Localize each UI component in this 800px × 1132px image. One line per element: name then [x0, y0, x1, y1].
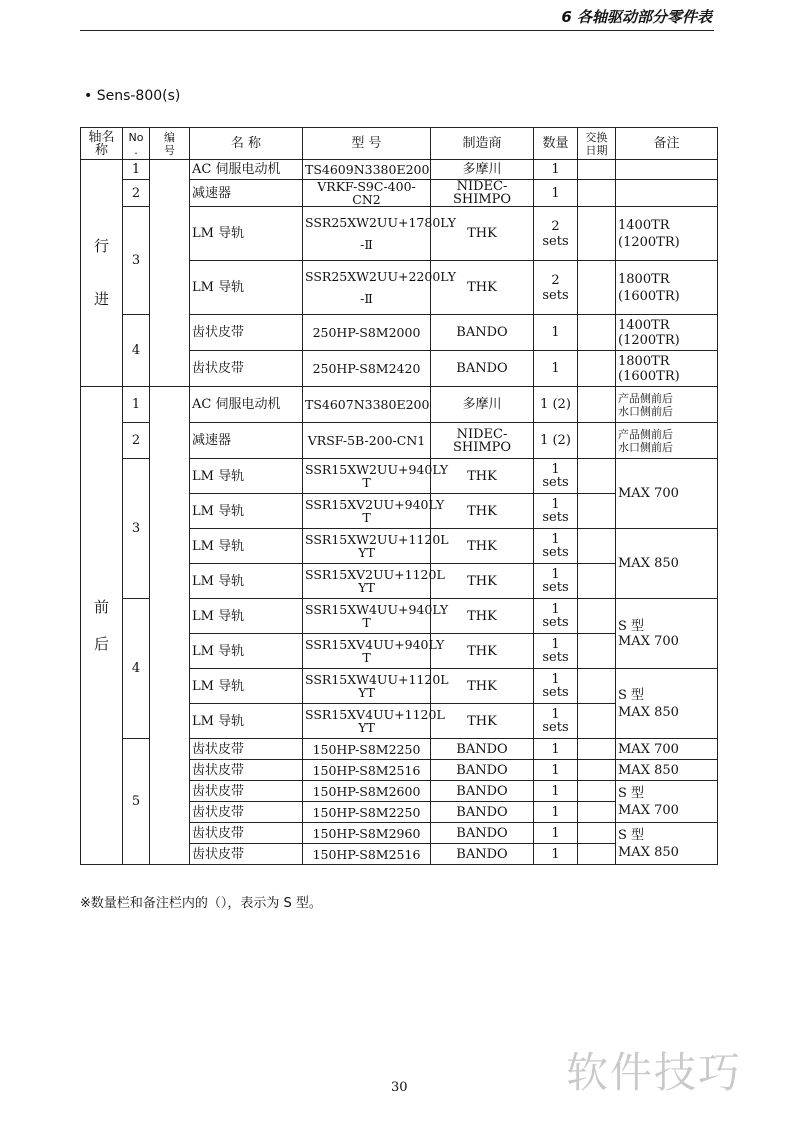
row-exchange [578, 564, 616, 599]
row-name: 齿状皮带 [190, 844, 303, 865]
row-maker: THK [431, 669, 534, 704]
row-maker: THK [431, 634, 534, 669]
row-model: VRKF-S9C-400-CN2 [303, 180, 431, 207]
row-exchange [578, 459, 616, 494]
row-note: 1800TR (1600TR) [616, 351, 718, 387]
row-model: SSR15XV4UU+1120L YT [303, 704, 431, 739]
row-model: SSR15XV2UU+1120L YT [303, 564, 431, 599]
row-qty: 1 sets [534, 564, 578, 599]
row-qty: 1 sets [534, 494, 578, 529]
footnote: ※数量栏和备注栏内的（），表示为 S 型。 [80, 896, 322, 911]
row-name: 齿状皮带 [190, 802, 303, 823]
row-exchange [578, 315, 616, 351]
row-name: LM 导轨 [190, 669, 303, 704]
row-qty: 1 sets [534, 634, 578, 669]
row-model: 150HP-S8M2960 [303, 823, 431, 844]
row-qty: 1 [534, 823, 578, 844]
row-qty: 1 sets [534, 669, 578, 704]
row-exchange [578, 529, 616, 564]
row-note: 1400TR (1200TR) [616, 315, 718, 351]
row-no: 1 [123, 160, 150, 180]
row-no: 3 [123, 459, 150, 599]
row-name: LM 导轨 [190, 494, 303, 529]
row-exchange [578, 387, 616, 423]
row-model: 150HP-S8M2250 [303, 802, 431, 823]
row-model: 150HP-S8M2250 [303, 739, 431, 760]
code-cell [150, 387, 190, 865]
page-number: 30 [391, 1080, 408, 1095]
row-qty: 2 sets [534, 261, 578, 315]
row-model: SSR15XV2UU+940LY T [303, 494, 431, 529]
row-maker: THK [431, 459, 534, 494]
row-exchange [578, 599, 616, 634]
code-cell [150, 160, 190, 387]
row-model: SSR15XW2UU+1120L YT [303, 529, 431, 564]
header-note: 备注 [616, 128, 718, 160]
row-name: AC 伺服电动机 [190, 160, 303, 180]
header-model: 型 号 [303, 128, 431, 160]
row-maker: BANDO [431, 760, 534, 781]
row-exchange [578, 494, 616, 529]
row-model: 250HP-S8M2000 [303, 315, 431, 351]
row-model: 150HP-S8M2600 [303, 781, 431, 802]
row-name: 齿状皮带 [190, 781, 303, 802]
row-model: 150HP-S8M2516 [303, 844, 431, 865]
row-maker: 多摩川 [431, 160, 534, 180]
row-model: VRSF-5B-200-CN1 [303, 423, 431, 459]
row-model: SSR15XW2UU+940LY T [303, 459, 431, 494]
watermark: 软件技巧 [566, 1048, 743, 1097]
row-name: AC 伺服电动机 [190, 387, 303, 423]
row-model: SSR25XW2UU+1780LY -Ⅱ [303, 207, 431, 261]
header-name: 名 称 [190, 128, 303, 160]
row-exchange [578, 760, 616, 781]
row-note: MAX 700 [616, 739, 718, 760]
row-name: 齿状皮带 [190, 739, 303, 760]
row-name: LM 导轨 [190, 529, 303, 564]
row-qty: 1 sets [534, 704, 578, 739]
row-maker: BANDO [431, 802, 534, 823]
row-no: 5 [123, 739, 150, 865]
row-maker: THK [431, 207, 534, 261]
row-qty: 2 sets [534, 207, 578, 261]
header-code: 编 号 [150, 128, 190, 160]
row-exchange [578, 823, 616, 844]
row-note: MAX 700 [616, 459, 718, 529]
page-header-title: 6 各轴驱动部分零件表 [561, 8, 712, 26]
row-qty: 1 [534, 739, 578, 760]
row-exchange [578, 351, 616, 387]
row-model: TS4609N3380E200 [303, 160, 431, 180]
row-model: 250HP-S8M2420 [303, 351, 431, 387]
row-name: LM 导轨 [190, 634, 303, 669]
row-maker: BANDO [431, 739, 534, 760]
row-exchange [578, 802, 616, 823]
header-no: No . [123, 128, 150, 160]
row-exchange [578, 844, 616, 865]
row-maker: BANDO [431, 844, 534, 865]
row-maker: THK [431, 261, 534, 315]
row-note: 1400TR (1200TR) [616, 207, 718, 261]
axis-travel: 行 进 [81, 160, 123, 387]
header-axis: 轴名称 [81, 128, 123, 160]
row-name: 齿状皮带 [190, 315, 303, 351]
row-maker: NIDEC-SHIMPO [431, 180, 534, 207]
row-name: LM 导轨 [190, 261, 303, 315]
row-no: 4 [123, 599, 150, 739]
row-note [616, 180, 718, 207]
row-qty: 1 [534, 802, 578, 823]
row-exchange [578, 261, 616, 315]
row-maker: THK [431, 529, 534, 564]
row-name: 减速器 [190, 180, 303, 207]
row-note: S 型 MAX 700 [616, 599, 718, 669]
row-model: SSR15XW4UU+940LY T [303, 599, 431, 634]
row-name: 齿状皮带 [190, 351, 303, 387]
row-model: 150HP-S8M2516 [303, 760, 431, 781]
row-note: 产品侧前后 水口侧前后 [616, 387, 718, 423]
row-maker: BANDO [431, 781, 534, 802]
row-maker: THK [431, 494, 534, 529]
table-header-row [81, 128, 718, 160]
row-name: LM 导轨 [190, 564, 303, 599]
row-maker: THK [431, 599, 534, 634]
row-exchange [578, 704, 616, 739]
row-maker: 多摩川 [431, 387, 534, 423]
row-name: 齿状皮带 [190, 823, 303, 844]
row-exchange [578, 160, 616, 180]
row-qty: 1 [534, 781, 578, 802]
row-no: 4 [123, 315, 150, 387]
row-maker: BANDO [431, 351, 534, 387]
header-maker: 制造商 [431, 128, 534, 160]
row-qty: 1 sets [534, 459, 578, 494]
row-note: S 型 MAX 850 [616, 823, 718, 865]
row-exchange [578, 423, 616, 459]
row-maker: BANDO [431, 823, 534, 844]
row-note: S 型 MAX 700 [616, 781, 718, 823]
row-exchange [578, 207, 616, 261]
row-name: LM 导轨 [190, 704, 303, 739]
row-exchange [578, 781, 616, 802]
row-name: LM 导轨 [190, 459, 303, 494]
row-no: 2 [123, 423, 150, 459]
row-qty: 1 sets [534, 599, 578, 634]
row-maker: BANDO [431, 315, 534, 351]
section-subtitle: • Sens-800(s) [84, 88, 181, 104]
row-qty: 1 [534, 351, 578, 387]
row-qty: 1 [534, 844, 578, 865]
header-divider [80, 30, 714, 31]
row-qty: 1 [534, 760, 578, 781]
row-name: 齿状皮带 [190, 760, 303, 781]
row-qty: 1 [534, 180, 578, 207]
row-exchange [578, 669, 616, 704]
axis-front-back: 前 后 [81, 387, 123, 865]
row-model: SSR25XW2UU+2200LY -Ⅱ [303, 261, 431, 315]
row-exchange [578, 634, 616, 669]
row-qty: 1 (2) [534, 387, 578, 423]
row-note: MAX 850 [616, 529, 718, 599]
row-no: 2 [123, 180, 150, 207]
row-qty: 1 [534, 315, 578, 351]
header-exchange-date: 交换 日期 [578, 128, 616, 160]
table-row [81, 160, 718, 180]
row-maker: THK [431, 704, 534, 739]
row-note: 1800TR (1600TR) [616, 261, 718, 315]
row-name: LM 导轨 [190, 599, 303, 634]
row-qty: 1 sets [534, 529, 578, 564]
row-note: MAX 850 [616, 760, 718, 781]
row-no: 1 [123, 387, 150, 423]
row-no: 3 [123, 207, 150, 315]
table-row [81, 387, 718, 423]
row-name: LM 导轨 [190, 207, 303, 261]
row-note: 产品侧前后 水口侧前后 [616, 423, 718, 459]
row-name: 减速器 [190, 423, 303, 459]
header-qty: 数量 [534, 128, 578, 160]
row-model: SSR15XV4UU+940LY T [303, 634, 431, 669]
row-model: TS4607N3380E200 [303, 387, 431, 423]
parts-table [80, 127, 718, 865]
row-exchange [578, 180, 616, 207]
row-qty: 1 [534, 160, 578, 180]
row-maker: NIDEC-SHIMPO [431, 423, 534, 459]
row-maker: THK [431, 564, 534, 599]
row-note: S 型 MAX 850 [616, 669, 718, 739]
row-note [616, 160, 718, 180]
row-qty: 1 (2) [534, 423, 578, 459]
row-model: SSR15XW4UU+1120L YT [303, 669, 431, 704]
row-exchange [578, 739, 616, 760]
